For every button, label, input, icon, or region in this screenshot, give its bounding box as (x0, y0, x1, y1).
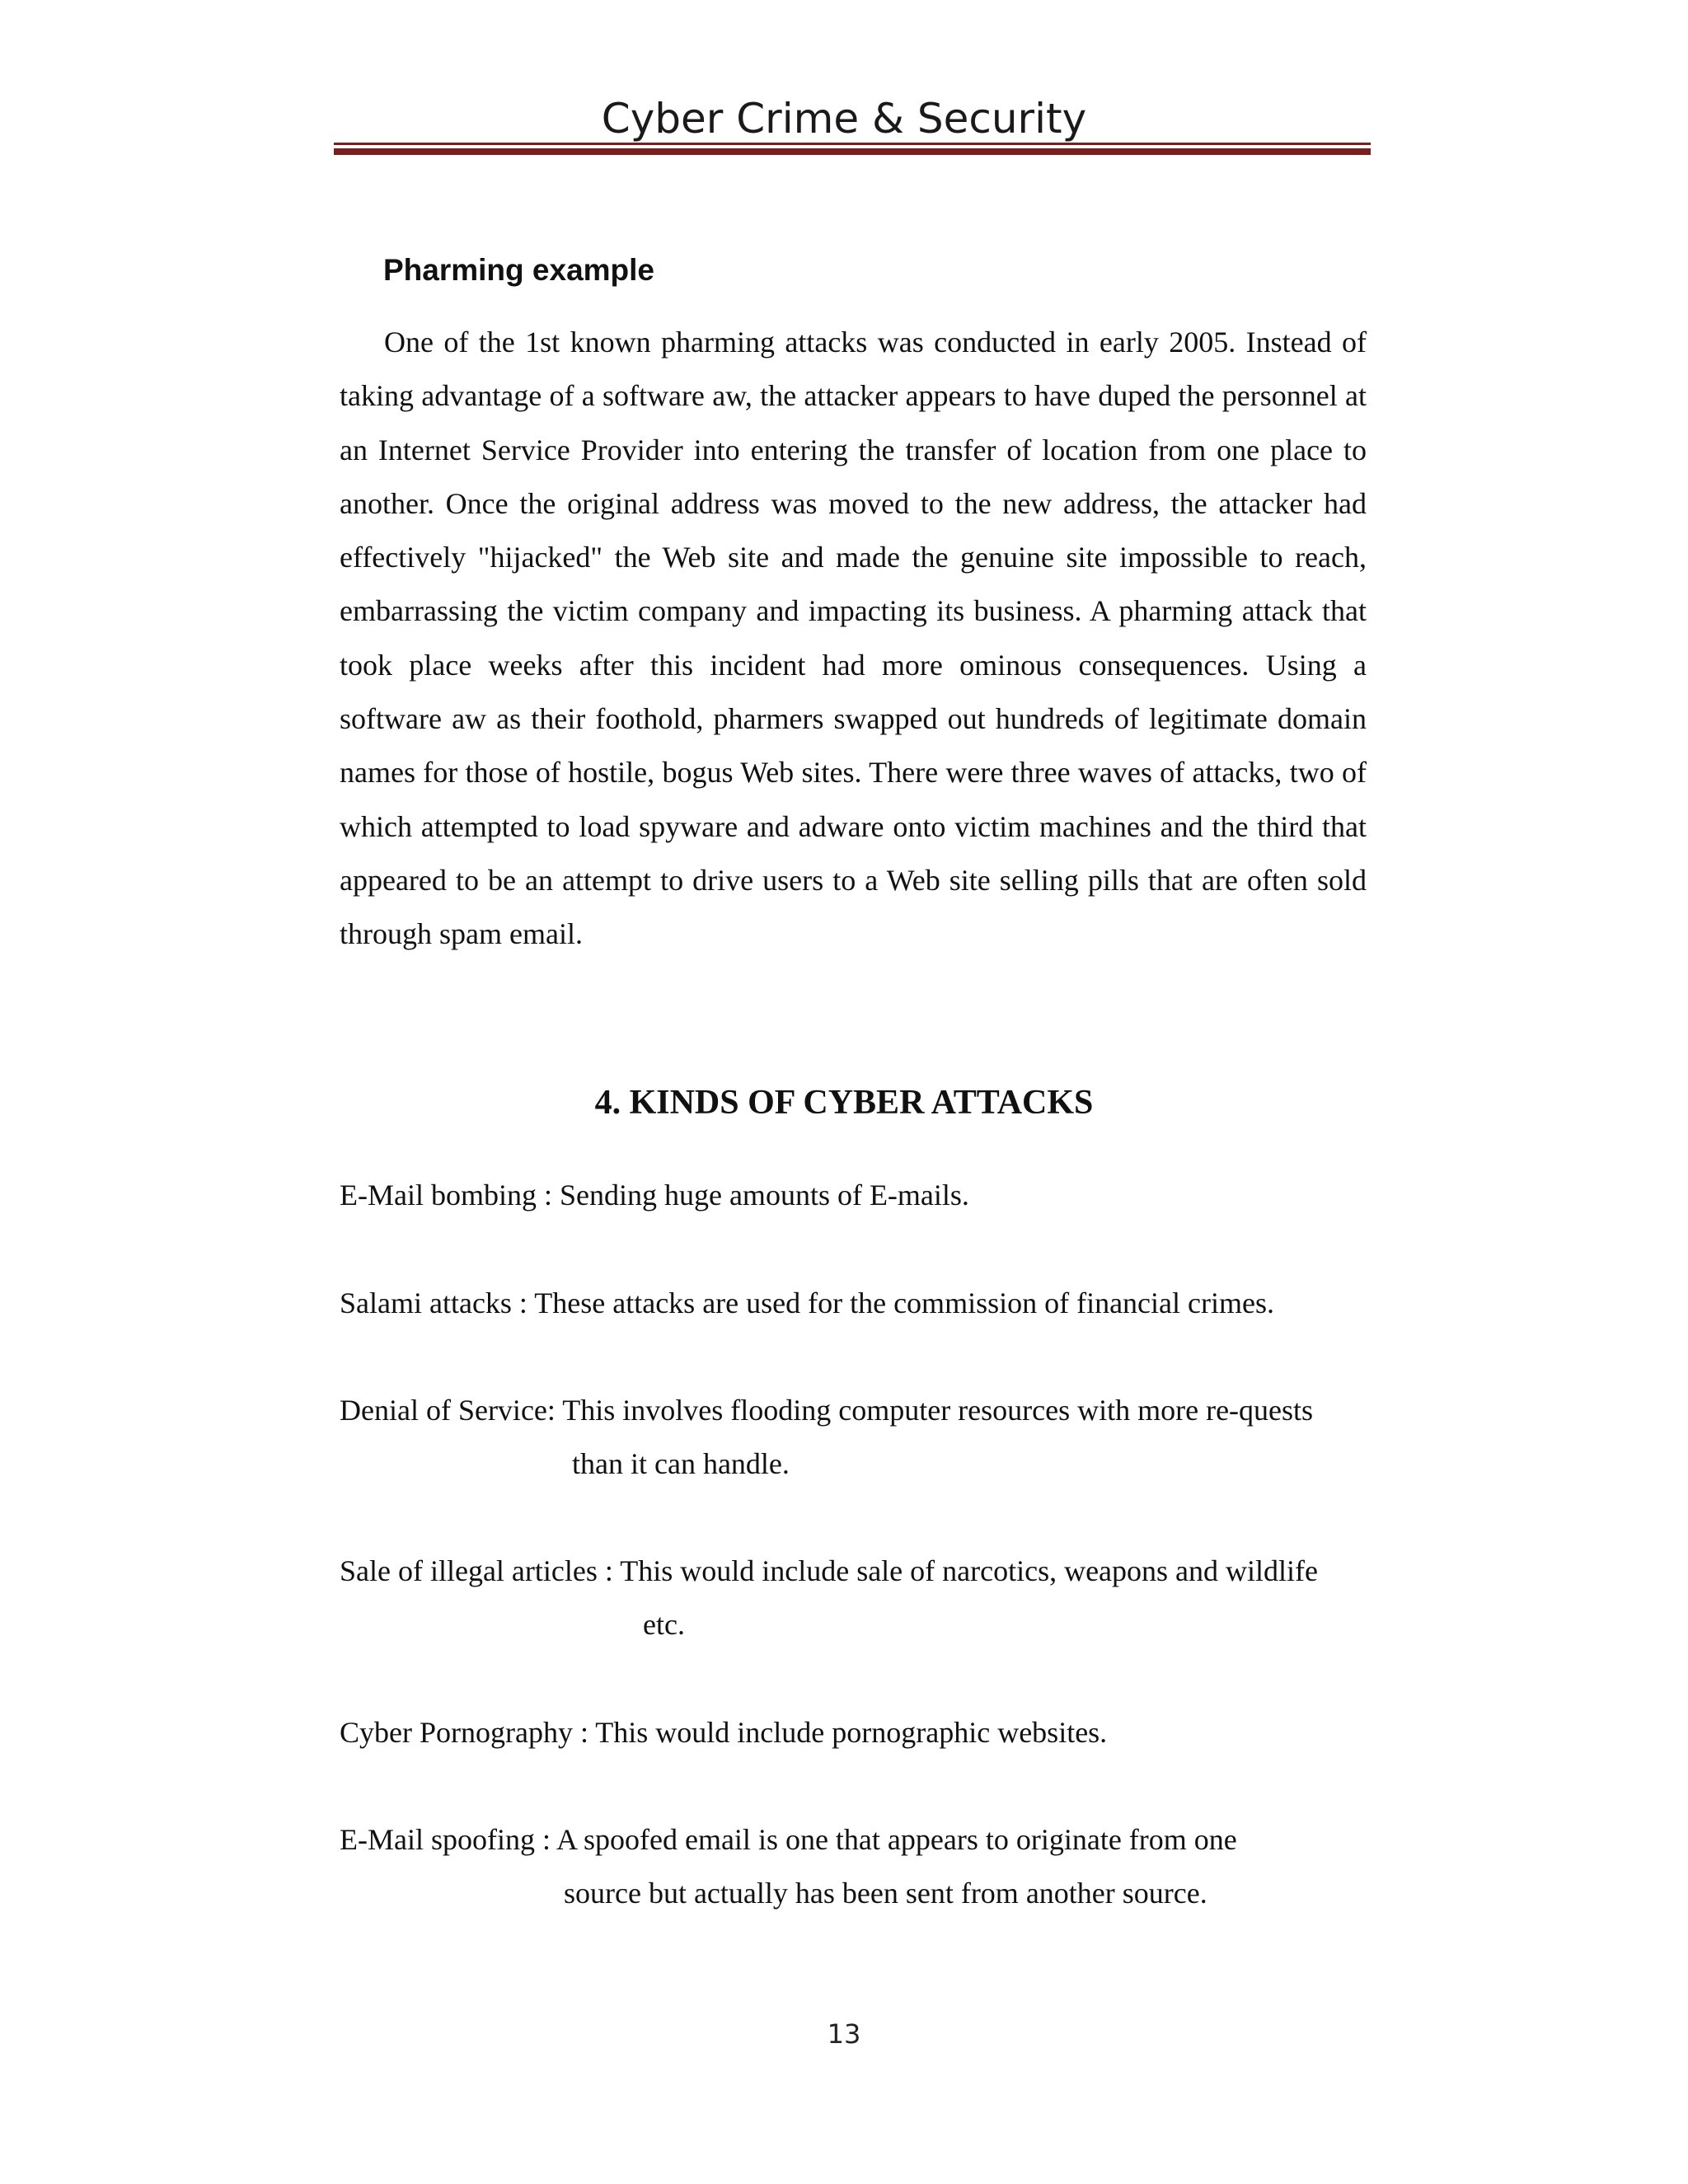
pharming-example-heading: Pharming example (383, 253, 655, 287)
attack-line: E-Mail spoofing : A spoofed email is one that appears to originate from one (340, 1823, 1237, 1856)
running-header-title: Cyber Crime & Security (601, 95, 1087, 143)
attack-line: E-Mail bombing : Sending huge amounts of E-mails. (340, 1179, 969, 1212)
header-rule-thick (334, 148, 1371, 155)
pharming-example-paragraph: One of the 1st known pharming attacks was conducted in early 2005. Instead of taking advantage of a software aw, the attacker appears to have duped the personnel at an Internet Service Provider into entering the transfer of location from one place to another. Once the original address was moved to the new address, the attacker had effectively "hijacked" the Web site and made the genuine site impossible to reach, embarrassing the victim company and impacting its business. A pharming attack that took place weeks after this incident had more ominous consequences. Using a software aw as their foothold, pharmers swapped out hundreds of legitimate domain names for those of hostile, bogus Web sites. There were three waves of attacks, two of which attempted to load spyware and adware onto victim machines and the third that appeared to be an attempt to drive users to a Web site selling pills that are often sold through spam email. (340, 326, 1367, 951)
attack-item-denial-of-service (340, 1384, 1370, 1491)
attack-item-illegal-articles (340, 1544, 1370, 1652)
attack-line: Salami attacks : These attacks are used for the commission of financial crimes. (340, 1286, 1274, 1319)
header-rule-thin (334, 143, 1371, 145)
attack-line: Denial of Service: This involves flooding computer resources with more re-quests (340, 1394, 1314, 1427)
page-number: 13 (827, 2018, 861, 2050)
attack-item-email-spoofing (340, 1813, 1370, 1920)
section-heading: 4. KINDS OF CYBER ATTACKS (594, 1084, 1094, 1122)
attack-item-salami (340, 1277, 1370, 1330)
attack-item-email-bombing (340, 1169, 1370, 1222)
attack-continuation: than it can handle. (572, 1447, 790, 1480)
attack-continuation: source but actually has been sent from another source. (564, 1877, 1207, 1910)
attack-line: Sale of illegal articles : This would include sale of narcotics, weapons and wildlife (340, 1554, 1318, 1587)
attack-item-cyber-pornography (340, 1706, 1370, 1760)
attack-continuation: etc. (643, 1608, 685, 1641)
attack-line: Cyber Pornography : This would include pornographic websites. (340, 1716, 1108, 1749)
